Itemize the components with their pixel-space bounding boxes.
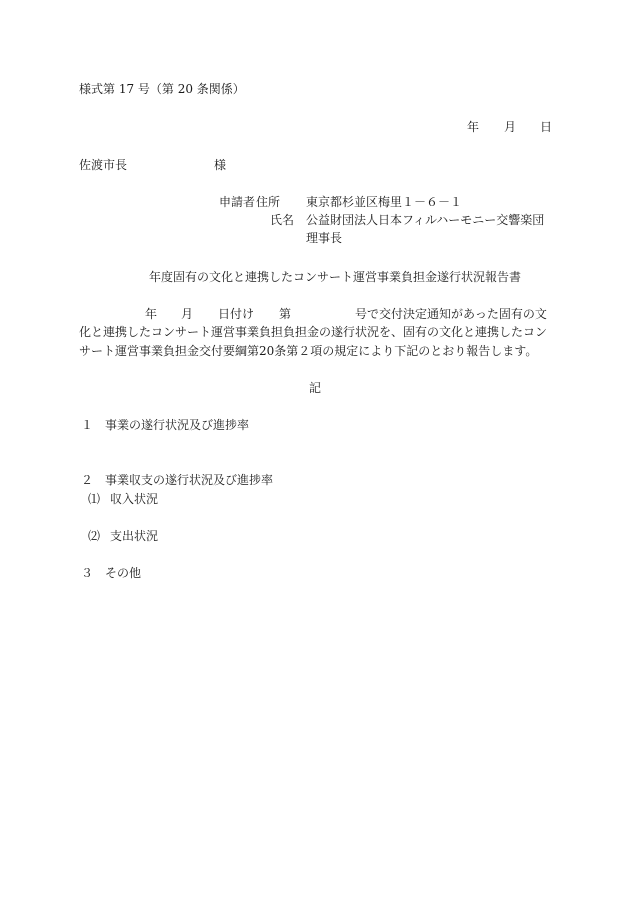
address-value: 東京都杉並区梅里１－６－１	[306, 195, 463, 209]
ki-heading: 記	[309, 381, 322, 395]
date-month-label: 月	[504, 120, 517, 134]
section-2-sub-1	[88, 492, 158, 506]
address-label: 住所	[256, 195, 281, 209]
document-title: 年度固有の文化と連携したコンサート運営事業負担金遂行状況報告書	[149, 270, 522, 284]
body-dated: 日付け	[218, 307, 255, 321]
sub-1-label: 収入状況	[110, 492, 159, 506]
body-year: 年	[145, 307, 158, 321]
sub-2-number: ⑵	[88, 529, 101, 543]
body-line-2: 化と連携したコンサート運営事業負担負担金の遂行状況を、固有の文化と連携したコン	[79, 325, 548, 339]
form-number: 様式第 17 号（第 20 条関係）	[79, 82, 245, 96]
addressee-name: 佐渡市長	[79, 158, 128, 172]
body-dai: 第	[279, 307, 292, 321]
sub-1-number: ⑴	[88, 492, 101, 506]
section-2-sub-2	[88, 529, 158, 543]
name-label: 氏名	[270, 213, 295, 227]
body-line-3: サート運営事業負担金交付要綱第20条第２項の規定により下記のとおり報告します。	[79, 344, 538, 358]
addressee-honorific: 様	[214, 158, 227, 172]
body-line-1-rest: 号で交付決定通知があった固有の文	[355, 307, 547, 321]
date-year-label: 年	[467, 120, 480, 134]
section-2-label: 事業収支の遂行状況及び進捗率	[105, 473, 274, 487]
applicant-title: 理事長	[306, 231, 343, 245]
section-1	[81, 418, 249, 432]
applicant-name: 公益財団法人日本フィルハーモニー交響楽団	[306, 213, 545, 227]
section-1-label: 事業の遂行状況及び進捗率	[105, 418, 250, 432]
section-3-number: ３	[81, 566, 94, 580]
sub-2-label: 支出状況	[110, 529, 159, 543]
section-3	[81, 566, 141, 580]
section-1-number: １	[81, 418, 94, 432]
body-month: 月	[181, 307, 194, 321]
applicant-label: 申請者	[219, 195, 256, 209]
section-2-number: ２	[81, 473, 94, 487]
date-day-label: 日	[540, 120, 553, 134]
section-2	[81, 473, 273, 487]
body-line-1	[79, 307, 551, 321]
section-3-label: その他	[105, 566, 142, 580]
